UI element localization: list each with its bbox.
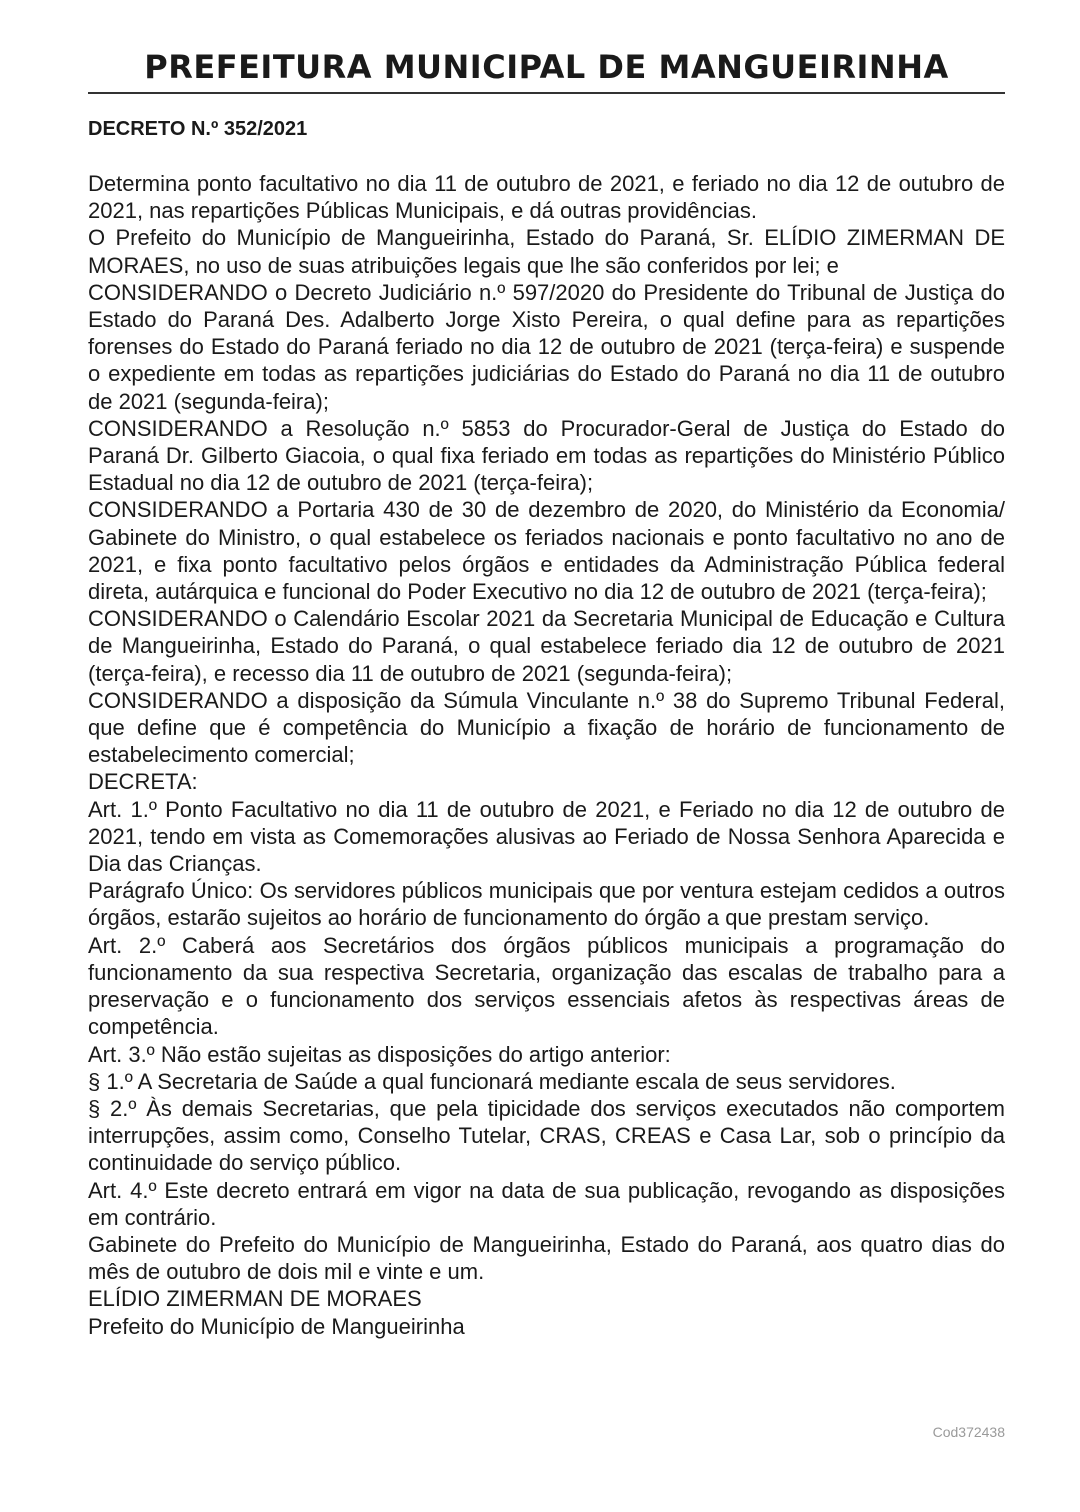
- decree-summary: Determina ponto facultativo no dia 11 de outubro de 2021, e feriado no dia 12 de outubro de 2021, nas repartições Públicas Municipais, e dá outras providências.: [88, 171, 1005, 224]
- section-paragraph: § 2.º Às demais Secretarias, que pela tipicidade dos serviços executados não comportem interrupções, assim como, Conselho Tutelar, CRAS, CREAS e Casa Lar, sob o princípio da continuidade do serviço público.: [88, 1095, 1005, 1176]
- considering-paragraph: CONSIDERANDO o Calendário Escolar 2021 da Secretaria Municipal de Educação e Cultura de Mangueirinha, Estado do Paraná, o qual estabelece feriado dia 12 de outubro de 2021 (terça-feira), e recesso dia 11 de outubro de 2021 (segunda-feira);: [88, 606, 1005, 686]
- article-paragraph: Art. 3.º Não estão sujeitas as disposições do artigo anterior:: [88, 1041, 671, 1067]
- signatory-name: ELÍDIO ZIMERMAN DE MORAES: [88, 1286, 422, 1312]
- document-code: Cod372438: [932, 1424, 1005, 1440]
- considering-paragraph: CONSIDERANDO o Decreto Judiciário n.º 597/2020 do Presidente do Tribunal de Justiça do Estado do Paraná Des. Adalberto Jorge Xisto Pereira, o qual define para as repartições forenses do Estado do Paraná feriado no dia 12 de outubro de 2021 (terça-feira) e suspende o expediente em todas as repartições judiciárias do Estado do Paraná no dia 11 de outubro de 2021 (segunda-feira);: [88, 279, 1005, 414]
- considering-paragraph: CONSIDERANDO a Resolução n.º 5853 do Procurador-Geral de Justiça do Estado do Paraná Dr. Gilberto Giacoia, o qual fixa feriado em todas as repartições do Ministério Público Estadual no dia 12 de outubro de 2021 (terça-feira);: [88, 415, 1005, 496]
- article-paragraph: Art. 4.º Este decreto entrará em vigor na data de sua publicação, revogando as disposições em contrário.: [88, 1177, 1005, 1230]
- decree-title: DECRETO N.º 352/2021: [88, 118, 308, 140]
- closing-paragraph: Gabinete do Prefeito do Município de Mangueirinha, Estado do Paraná, aos quatro dias do mês de outubro de dois mil e vinte e um.: [88, 1231, 1005, 1285]
- decreta-heading: DECRETA:: [88, 769, 198, 795]
- signatory-role: Prefeito do Município de Mangueirinha: [88, 1313, 465, 1339]
- preamble-paragraph: O Prefeito do Município de Mangueirinha, Estado do Paraná, Sr. ELÍDIO ZIMERMAN DE MORAES, no uso de suas atribuições legais que lhe são conferidos por lei; e: [88, 225, 1005, 278]
- article-paragraph: Art. 2.º Caberá aos Secretários dos órgãos públicos municipais a programação do funcionamento da sua respectiva Secretaria, organização das escalas de trabalho para a preservação e o funcionamento dos serviços essenciais afetos às respectivas áreas de competência.: [88, 932, 1005, 1040]
- article-paragraph: Art. 1.º Ponto Facultativo no dia 11 de outubro de 2021, e Feriado no dia 12 de outubro de 2021, tendo em vista as Comemorações alusivas ao Feriado de Nossa Senhora Aparecida e Dia das Crianças.: [88, 796, 1005, 877]
- decree-body: [88, 170, 1005, 1340]
- considering-paragraph: CONSIDERANDO a disposição da Súmula Vinculante n.º 38 do Supremo Tribunal Federal, que define que é competência do Município a fixação de horário de funcionamento de estabelecimento comercial;: [88, 687, 1005, 768]
- section-paragraph: § 1.º A Secretaria de Saúde a qual funcionará mediante escala de seus servidores.: [88, 1068, 896, 1094]
- sole-paragraph: Parágrafo Único: Os servidores públicos municipais que por ventura estejam cedidos a outros órgãos, estarão sujeitos ao horário de funcionamento do órgão a que prestam serviço.: [88, 878, 1005, 931]
- page-header-title: PREFEITURA MUNICIPAL DE MANGUEIRINHA: [144, 48, 949, 86]
- considering-paragraph: CONSIDERANDO a Portaria 430 de 30 de dezembro de 2020, do Ministério da Economia/ Gabinete do Ministro, o qual estabelece os feriados nacionais e ponto facultativo no ano de 2021, e fixa ponto facultativo pelos órgãos e entidades da Administração Pública federal direta, autárquica e funcional do Poder Executivo no dia 12 de outubro de 2021 (terça-feira);: [88, 497, 1005, 605]
- header-divider: [88, 92, 1005, 94]
